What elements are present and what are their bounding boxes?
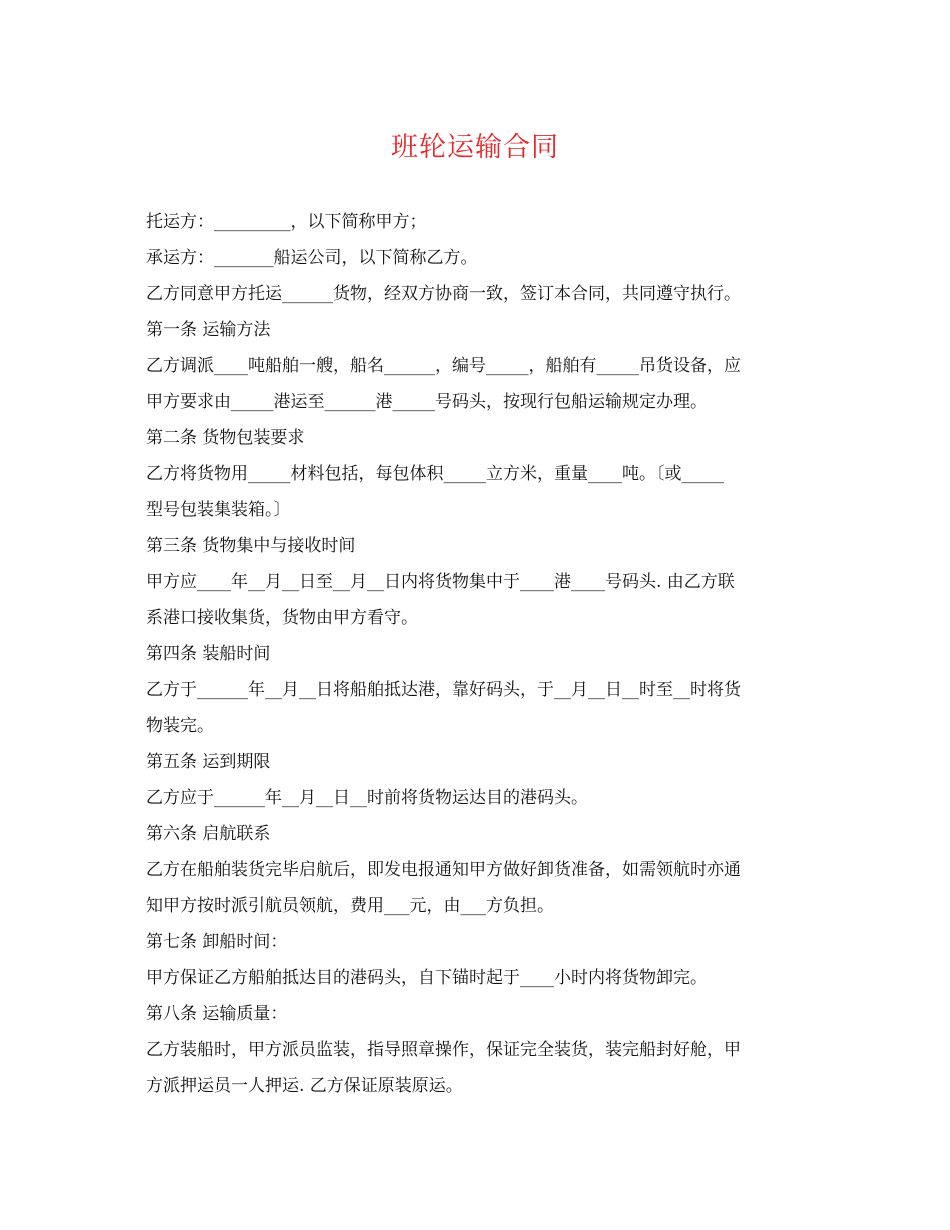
- article-6-text-line-1: 乙方在船舶装货完毕启航后，即发电报通知甲方做好卸货准备，如需领航时亦通: [146, 860, 741, 880]
- article-8-text-line-1: 乙方装船时，甲方派员监装，指导照章操作，保证完全装货，装完船封好舱，甲: [146, 1040, 741, 1060]
- article-1-text-line-2: 甲方要求由_____港运至______港_____号码头，按现行包船运输规定办理。: [146, 392, 707, 412]
- article-1-text-line-1: 乙方调派____吨船舶一艘，船名______，编号_____，船舶有_____吊货设备，应: [146, 356, 741, 376]
- article-1-heading: 第一条 运输方法: [146, 320, 271, 340]
- line-carrier: 承运方：_______船运公司，以下简称乙方。: [146, 248, 478, 268]
- line-agreement: 乙方同意甲方托运______货物，经双方协商一致，签订本合同，共同遵守执行。: [146, 284, 741, 304]
- article-3-text-line-2: 系港口接收集货，货物由甲方看守。: [146, 608, 418, 628]
- article-4-text-line-2: 物装完。: [146, 716, 214, 736]
- article-3-heading: 第三条 货物集中与接收时间: [146, 536, 356, 556]
- article-8-heading: 第八条 运输质量：: [146, 1004, 288, 1024]
- article-6-text-line-2: 知甲方按时派引航员领航，费用___元，由___方负担。: [146, 896, 554, 916]
- article-7-heading: 第七条 卸船时间：: [146, 932, 288, 952]
- article-6-heading: 第六条 启航联系: [146, 824, 271, 844]
- article-7-text-line-1: 甲方保证乙方船舶抵达目的港码头，自下锚时起于____小时内将货物卸完。: [146, 968, 707, 988]
- article-2-heading: 第二条 货物包装要求: [146, 428, 305, 448]
- article-3-text-line-1: 甲方应____年__月__日至__月__日内将货物集中于____港____号码头. 由乙方联: [146, 572, 735, 592]
- article-5-heading: 第五条 运到期限: [146, 752, 271, 772]
- article-4-text-line-1: 乙方于______年__月__日将船舶抵达港，靠好码头，于__月__日__时至__时将货: [146, 680, 741, 700]
- document-title: 班轮运输合同: [391, 132, 559, 163]
- article-5-text-line-1: 乙方应于______年__月__日__时前将货物运达目的港码头。: [146, 788, 588, 808]
- document-body: [146, 204, 806, 1104]
- article-2-text-line-1: 乙方将货物用_____材料包括，每包体积_____立方米，重量____吨。〔或_____: [146, 464, 724, 484]
- article-4-heading: 第四条 装船时间: [146, 644, 271, 664]
- line-consignor: 托运方：_________，以下简称甲方；: [146, 212, 427, 232]
- article-8-text-line-2: 方派押运员一人押运. 乙方保证原装原运。: [146, 1076, 463, 1096]
- article-2-text-line-2: 型号包装集装箱。〕: [146, 500, 291, 520]
